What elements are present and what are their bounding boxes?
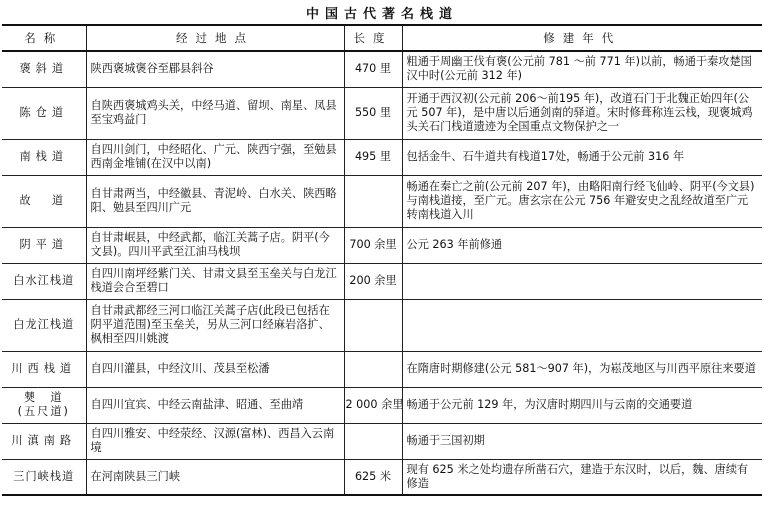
table-title: 中国古代著名栈道: [305, 7, 458, 22]
table-row: [2, 51, 762, 87]
cell-route: 自甘肃武都经三河口临江关蒿子店(此段已包括在阴平道范围)至玉垒关，另从三河口经麻岩洛扩、枫相至四川姚渡: [86, 299, 344, 351]
table-row: [2, 87, 762, 139]
header-name: 名称: [2, 25, 86, 51]
table-row: [2, 387, 762, 423]
cell-name: 川滇南路: [2, 423, 86, 459]
table-row: [2, 299, 762, 351]
cell-notes: 开通于西汉初(公元前 206～前195 年)，改道石门于北魏正始四年(公元 507 年)，是中唐以后通剑南的驿道。宋时修葺称连云栈，现褒城鸡头关石门栈道遗迹为全国重点文物保护之一: [402, 87, 762, 139]
cell-notes: 包括金牛、石牛道共有栈道17处，畅通于公元前 316 年: [402, 139, 762, 175]
cell-notes: 畅通于三国初期: [402, 423, 762, 459]
cell-name: 褒斜道: [2, 51, 86, 87]
cell-name: 阴平道: [2, 227, 86, 263]
cell-route: 自甘肃两当，中经徽县、青泥岭、白水关、陕西略阳、勉县至四川广元: [86, 175, 344, 227]
cell-length: 200 余里: [344, 263, 402, 299]
cell-notes: 公元 263 年前修通: [402, 227, 762, 263]
cell-name: 白龙江栈道: [2, 299, 86, 351]
cell-route: 自四川剑门，中经昭化、广元、陕西宁强，至勉县西南金堆铺(在汉中以南): [86, 139, 344, 175]
table-row: [2, 263, 762, 299]
cell-notes: 畅通在秦亡之前(公元前 207 年)，由略阳南行经飞仙岭、阴平(今文县)与南栈道接，至广元。唐玄宗在公元 756 年避安史之乱经故道至广元转南栈道入川: [402, 175, 762, 227]
cell-length: 2 000 余里: [344, 387, 402, 423]
cell-name: 陈仓道: [2, 87, 86, 139]
cell-length: [344, 175, 402, 227]
cell-notes: 畅通于公元前 129 年，为汉唐时期四川与云南的交通要道: [402, 387, 762, 423]
cell-name: 南栈道: [2, 139, 86, 175]
table-row: [2, 227, 762, 263]
cell-length: 700 余里: [344, 227, 402, 263]
cell-route: 自四川雅安、中经荥经、汉源(富林)、西昌入云南境: [86, 423, 344, 459]
table-row: [2, 423, 762, 459]
cell-route: 在河南陕县三门峡: [86, 459, 344, 495]
cell-route: 自陕西褒城鸡头关，中经马道、留坝、南星、凤县至宝鸡益门: [86, 87, 344, 139]
header-notes: 修建年代: [402, 25, 762, 51]
cell-route: 自四川灌县，中经汶川、茂县至松潘: [86, 351, 344, 387]
plank-roads-table: [2, 24, 762, 496]
cell-name: 故 道: [2, 175, 86, 227]
header-route: 经过地点: [86, 25, 344, 51]
cell-length: 495 里: [344, 139, 402, 175]
cell-length: [344, 351, 402, 387]
cell-notes: 粗通于周幽王伐有褒(公元前 781 ～前 771 年)以前，畅通于秦攻楚国汉中时(公元前 312 年): [402, 51, 762, 87]
cell-notes: [402, 263, 762, 299]
table-row: [2, 351, 762, 387]
cell-length: 470 里: [344, 51, 402, 87]
table-row: [2, 175, 762, 227]
cell-name: 僰 道 (五尺道): [2, 387, 86, 423]
cell-length: [344, 299, 402, 351]
cell-notes: [402, 299, 762, 351]
header-row: [2, 25, 762, 51]
cell-notes: 在隋唐时期修建(公元 581～907 年)，为崧茂地区与川西平原往来要道: [402, 351, 762, 387]
header-length: 长度: [344, 25, 402, 51]
cell-length: 550 里: [344, 87, 402, 139]
cell-notes: 现有 625 米之处均遗存所凿石穴，建造于东汉时，以后，魏、唐续有修造: [402, 459, 762, 495]
cell-route: 自四川宜宾、中经云南盐津、昭通、至曲靖: [86, 387, 344, 423]
cell-route: 自甘肃岷县，中经武都，临江关蒿子店。阴平(今文县)。四川平武至江油马栈坝: [86, 227, 344, 263]
cell-route: 自四川南坪经紫门关、甘肃文县至玉垒关与白龙江栈道会合至碧口: [86, 263, 344, 299]
cell-length: [344, 423, 402, 459]
cell-name: 川西栈道: [2, 351, 86, 387]
cell-route: 陕西褒城褒谷至郿县斜谷: [86, 51, 344, 87]
table-row: [2, 459, 762, 495]
cell-name: 三门峡栈道: [2, 459, 86, 495]
cell-length: 625 米: [344, 459, 402, 495]
table-row: [2, 139, 762, 175]
cell-name: 白水江栈道: [2, 263, 86, 299]
